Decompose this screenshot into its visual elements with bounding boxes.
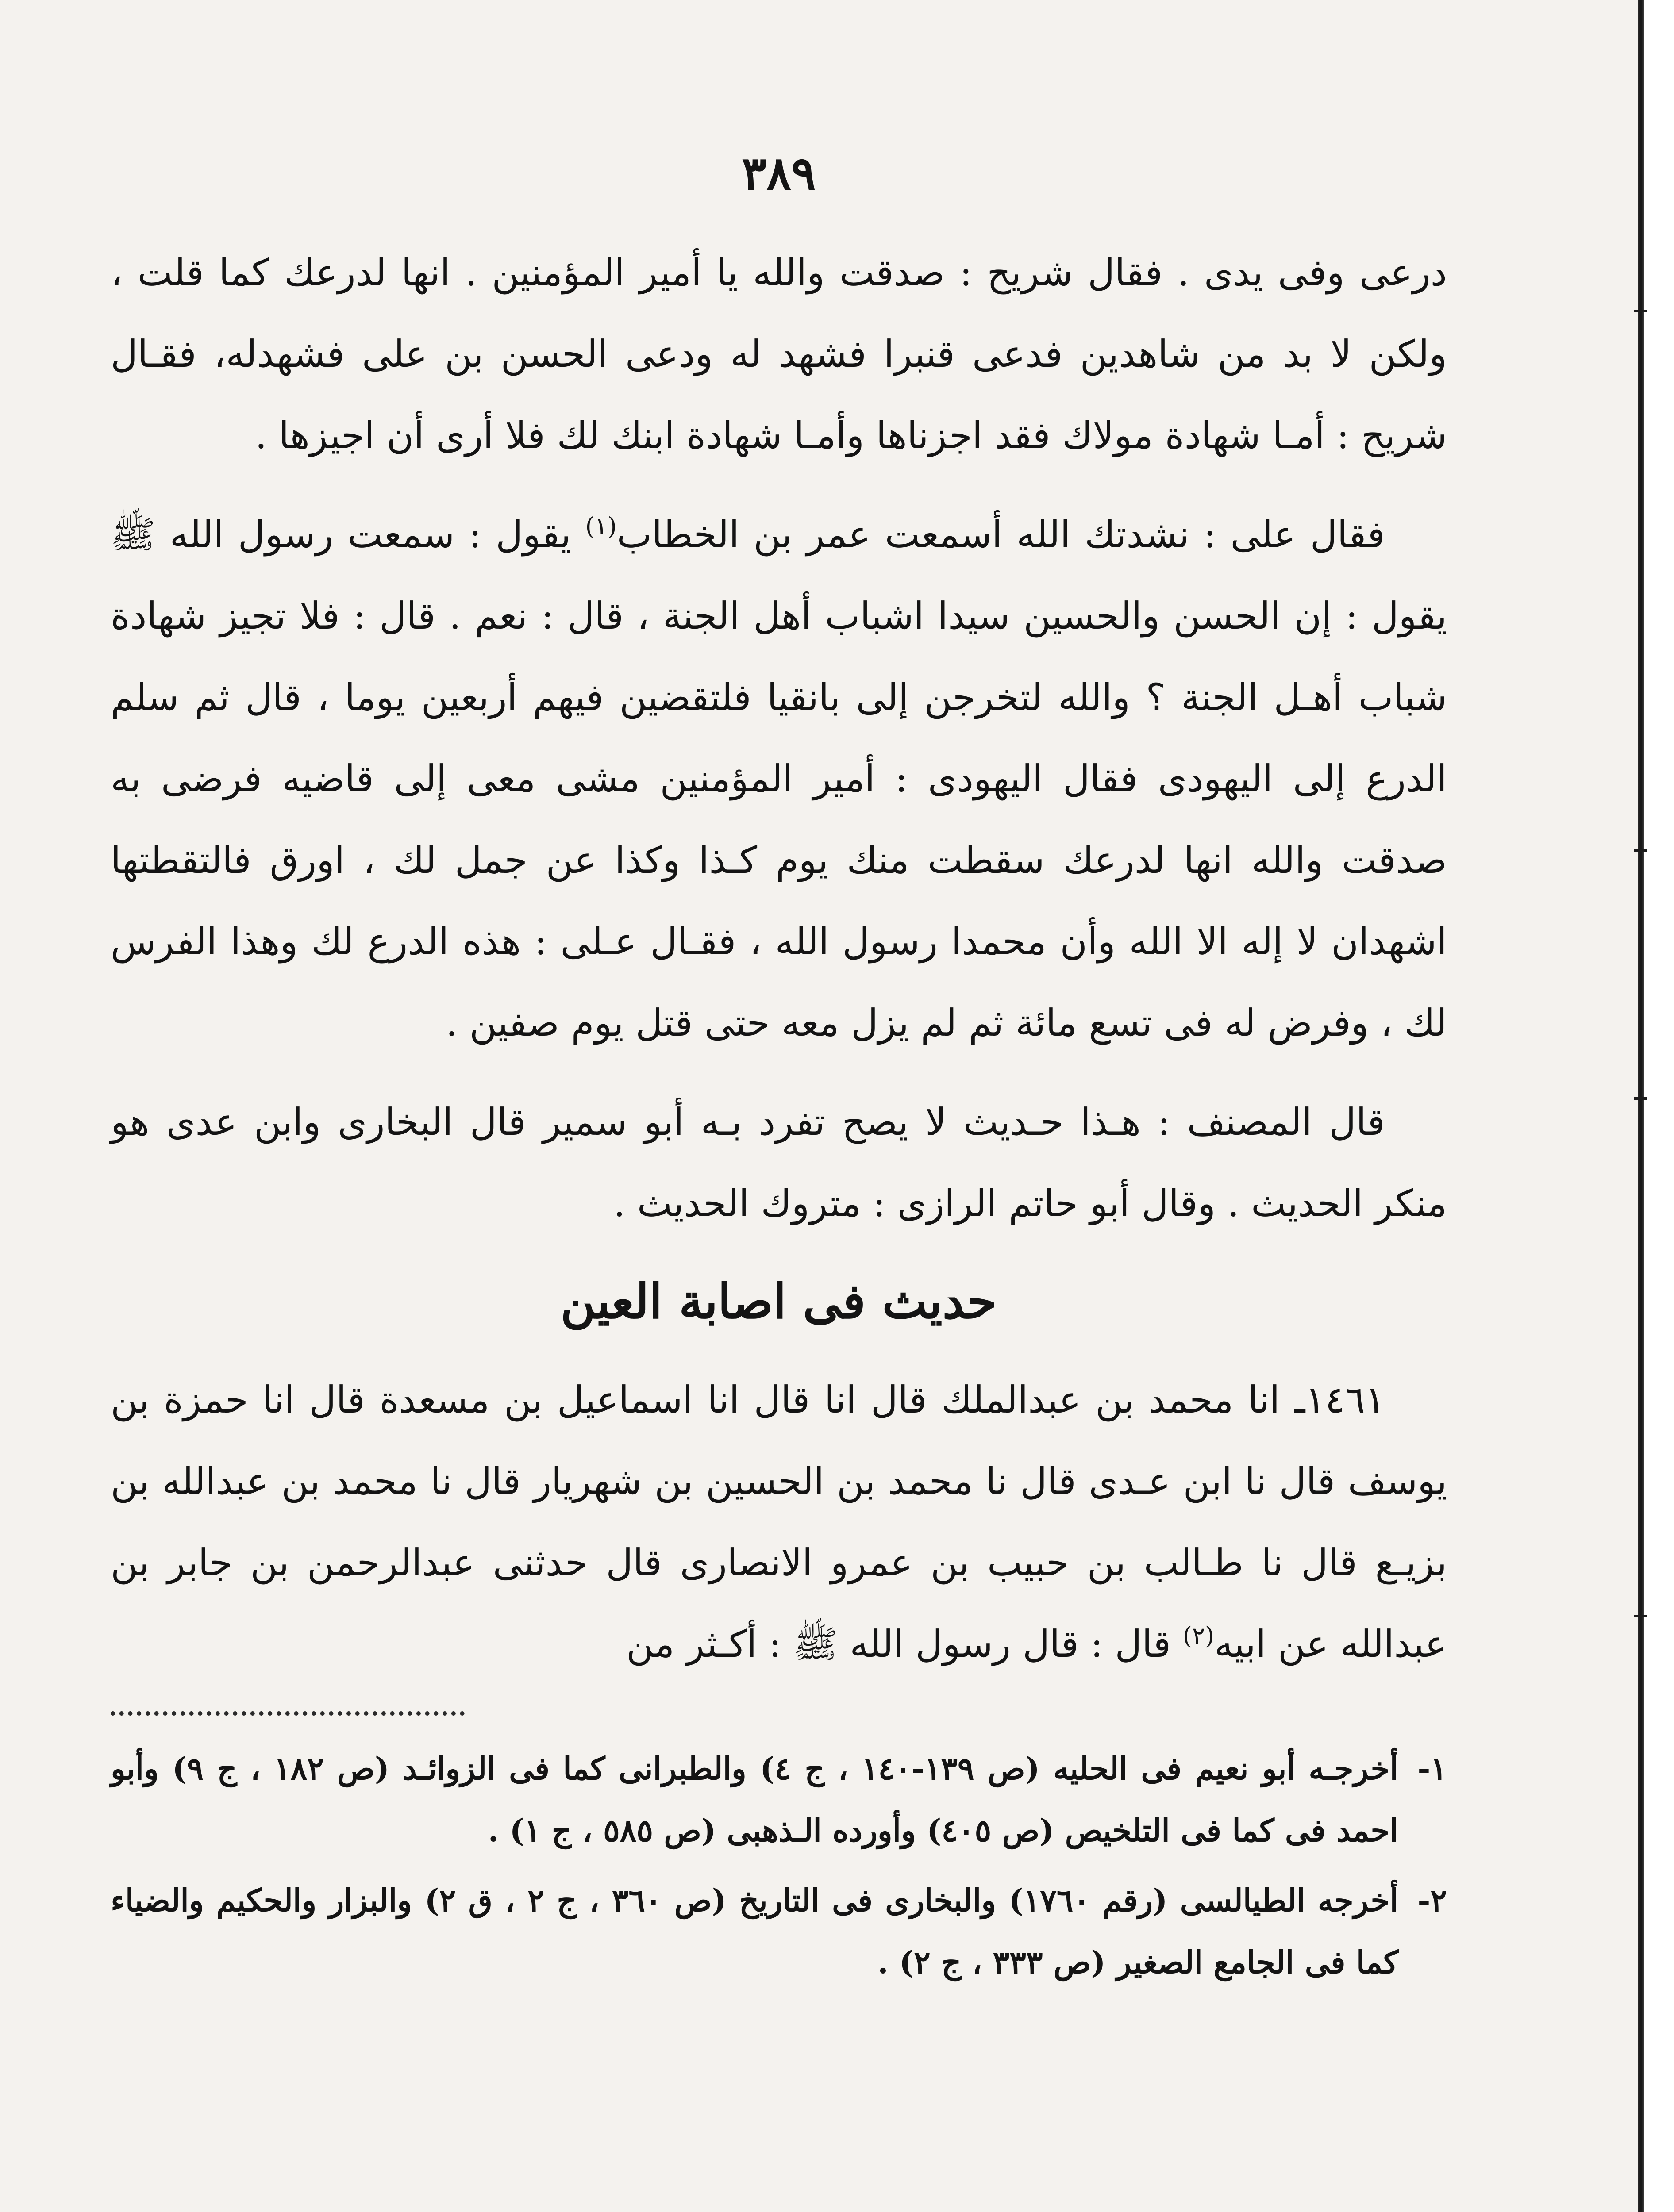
footnote-1	[111, 1738, 1447, 1862]
paragraph-text-start: فقال على : نشدتك الله أسمعت عمر بن الخطاب	[616, 513, 1385, 556]
edge-mark	[1634, 1097, 1647, 1100]
edge-mark	[1634, 849, 1647, 852]
book-spine-edge	[1638, 0, 1644, 2212]
paragraph-author-comment: قال المصنف : هـذا حـديث لا يصح تفرد بـه أبو سمير قال البخارى وابن عدى هو منكر الحديث . وقال أبو حاتم الرازى : متروك الحديث .	[111, 1100, 1447, 1225]
footnote-text: أخرجـه أبو نعيم فى الحليه (ص ١٣٩-١٤٠ ، ج ٤) والطبرانى كما فى الزوائـد (ص ١٨٢ ، ج ٩) وأبو احمد فى كما فى التلخيص (ص ٤٠٥) وأورده الـذهبى (ص ٥٨٥ ، ج ١) .	[111, 1750, 1399, 1849]
footnote-separator-area	[111, 1685, 1447, 1733]
footnote-number: ٢-	[1417, 1882, 1447, 1919]
page-edge-margin	[1644, 0, 1674, 2212]
footnote-2	[111, 1870, 1447, 1993]
book-page	[111, 133, 1447, 2001]
footnote-reference-1: (١)	[585, 512, 617, 540]
edge-mark	[1634, 310, 1647, 312]
footnotes	[111, 1738, 1447, 1993]
paragraph-ali-dialogue	[111, 494, 1447, 1064]
paragraph-text-end: يقول : سمعت رسول الله ﷺ يقول : إن الحسن والحسين سيدا اشباب أهل الجنة ، قال : نعم . قال : فلا تجيز شهادة شباب أهـل الجنة ؟ والله لتخرجن إلى بانقيا فلتقضين فيهم أربعين يوما ، قال ثم سلم الدرع إلى اليهودى فقال اليهودى : أمير المؤمنين مشى معى إلى قاضيه فرضى به صدقت والله انها لدرعك سقطت منك يوم كـذا وكذا عن جمل لك ، اورق فالتقطتها اشهدان لا إله الا الله وأن محمدا رسول الله ، فقـال عـلى : هذه الدرع لك وهذا الفرس لك ، وفرض له فى تسع مائة ثم لم يزل معه حتى قتل يوم صفين .	[111, 513, 1447, 1045]
paragraph-hadith-chain	[111, 1359, 1447, 1685]
paragraph-witness-testimony: درعى وفى يدى . فقال شريح : صدقت والله يا أمير المؤمنين . انها لدرعك كما قلت ، ولكن لا بد من شاهدين فدعى قنبرا فشهد له ودعى الحسن بن على فشهدله، فقـال شريح : أمـا شهادة مولاك فقد اجزناها وأمـا شهادة ابنك لك فلا أرى أن اجيزها .	[111, 251, 1447, 457]
footnote-separator	[111, 1711, 465, 1716]
hadith-text-start: ١٤٦١ـ انا محمد بن عبدالملك قال انا قال انا اسماعيل بن مسعدة قال انا حمزة بن يوسف قال نا ابن عـدى قال نا محمد بن الحسين بن شهريار قال نا محمد بن عبدالله بن بزيـع قال نا طـالب بن حبيب بن عمرو الانصارى قال حدثنى عبدالرحمن بن جابر بن عبدالله عن ابيه	[111, 1378, 1447, 1666]
footnote-reference-2: (٢)	[1182, 1622, 1215, 1650]
edge-mark	[1634, 1615, 1647, 1617]
hadith-text-end: قال : قال رسول الله ﷺ : أكـثر من	[626, 1622, 1183, 1666]
page-number: ٣٨٩	[742, 146, 816, 200]
footnote-text: أخرجه الطيالسى (رقم ١٧٦٠) والبخارى فى التاريخ (ص ٣٦٠ ، ج ٢ ، ق ٢) والبزار والحكيم والضياء كما فى الجامع الصغير (ص ٣٣٣ ، ج ٢) .	[111, 1882, 1399, 1981]
section-heading: حديث فى اصابة العين	[560, 1274, 997, 1329]
footnote-number: ١-	[1417, 1750, 1447, 1787]
